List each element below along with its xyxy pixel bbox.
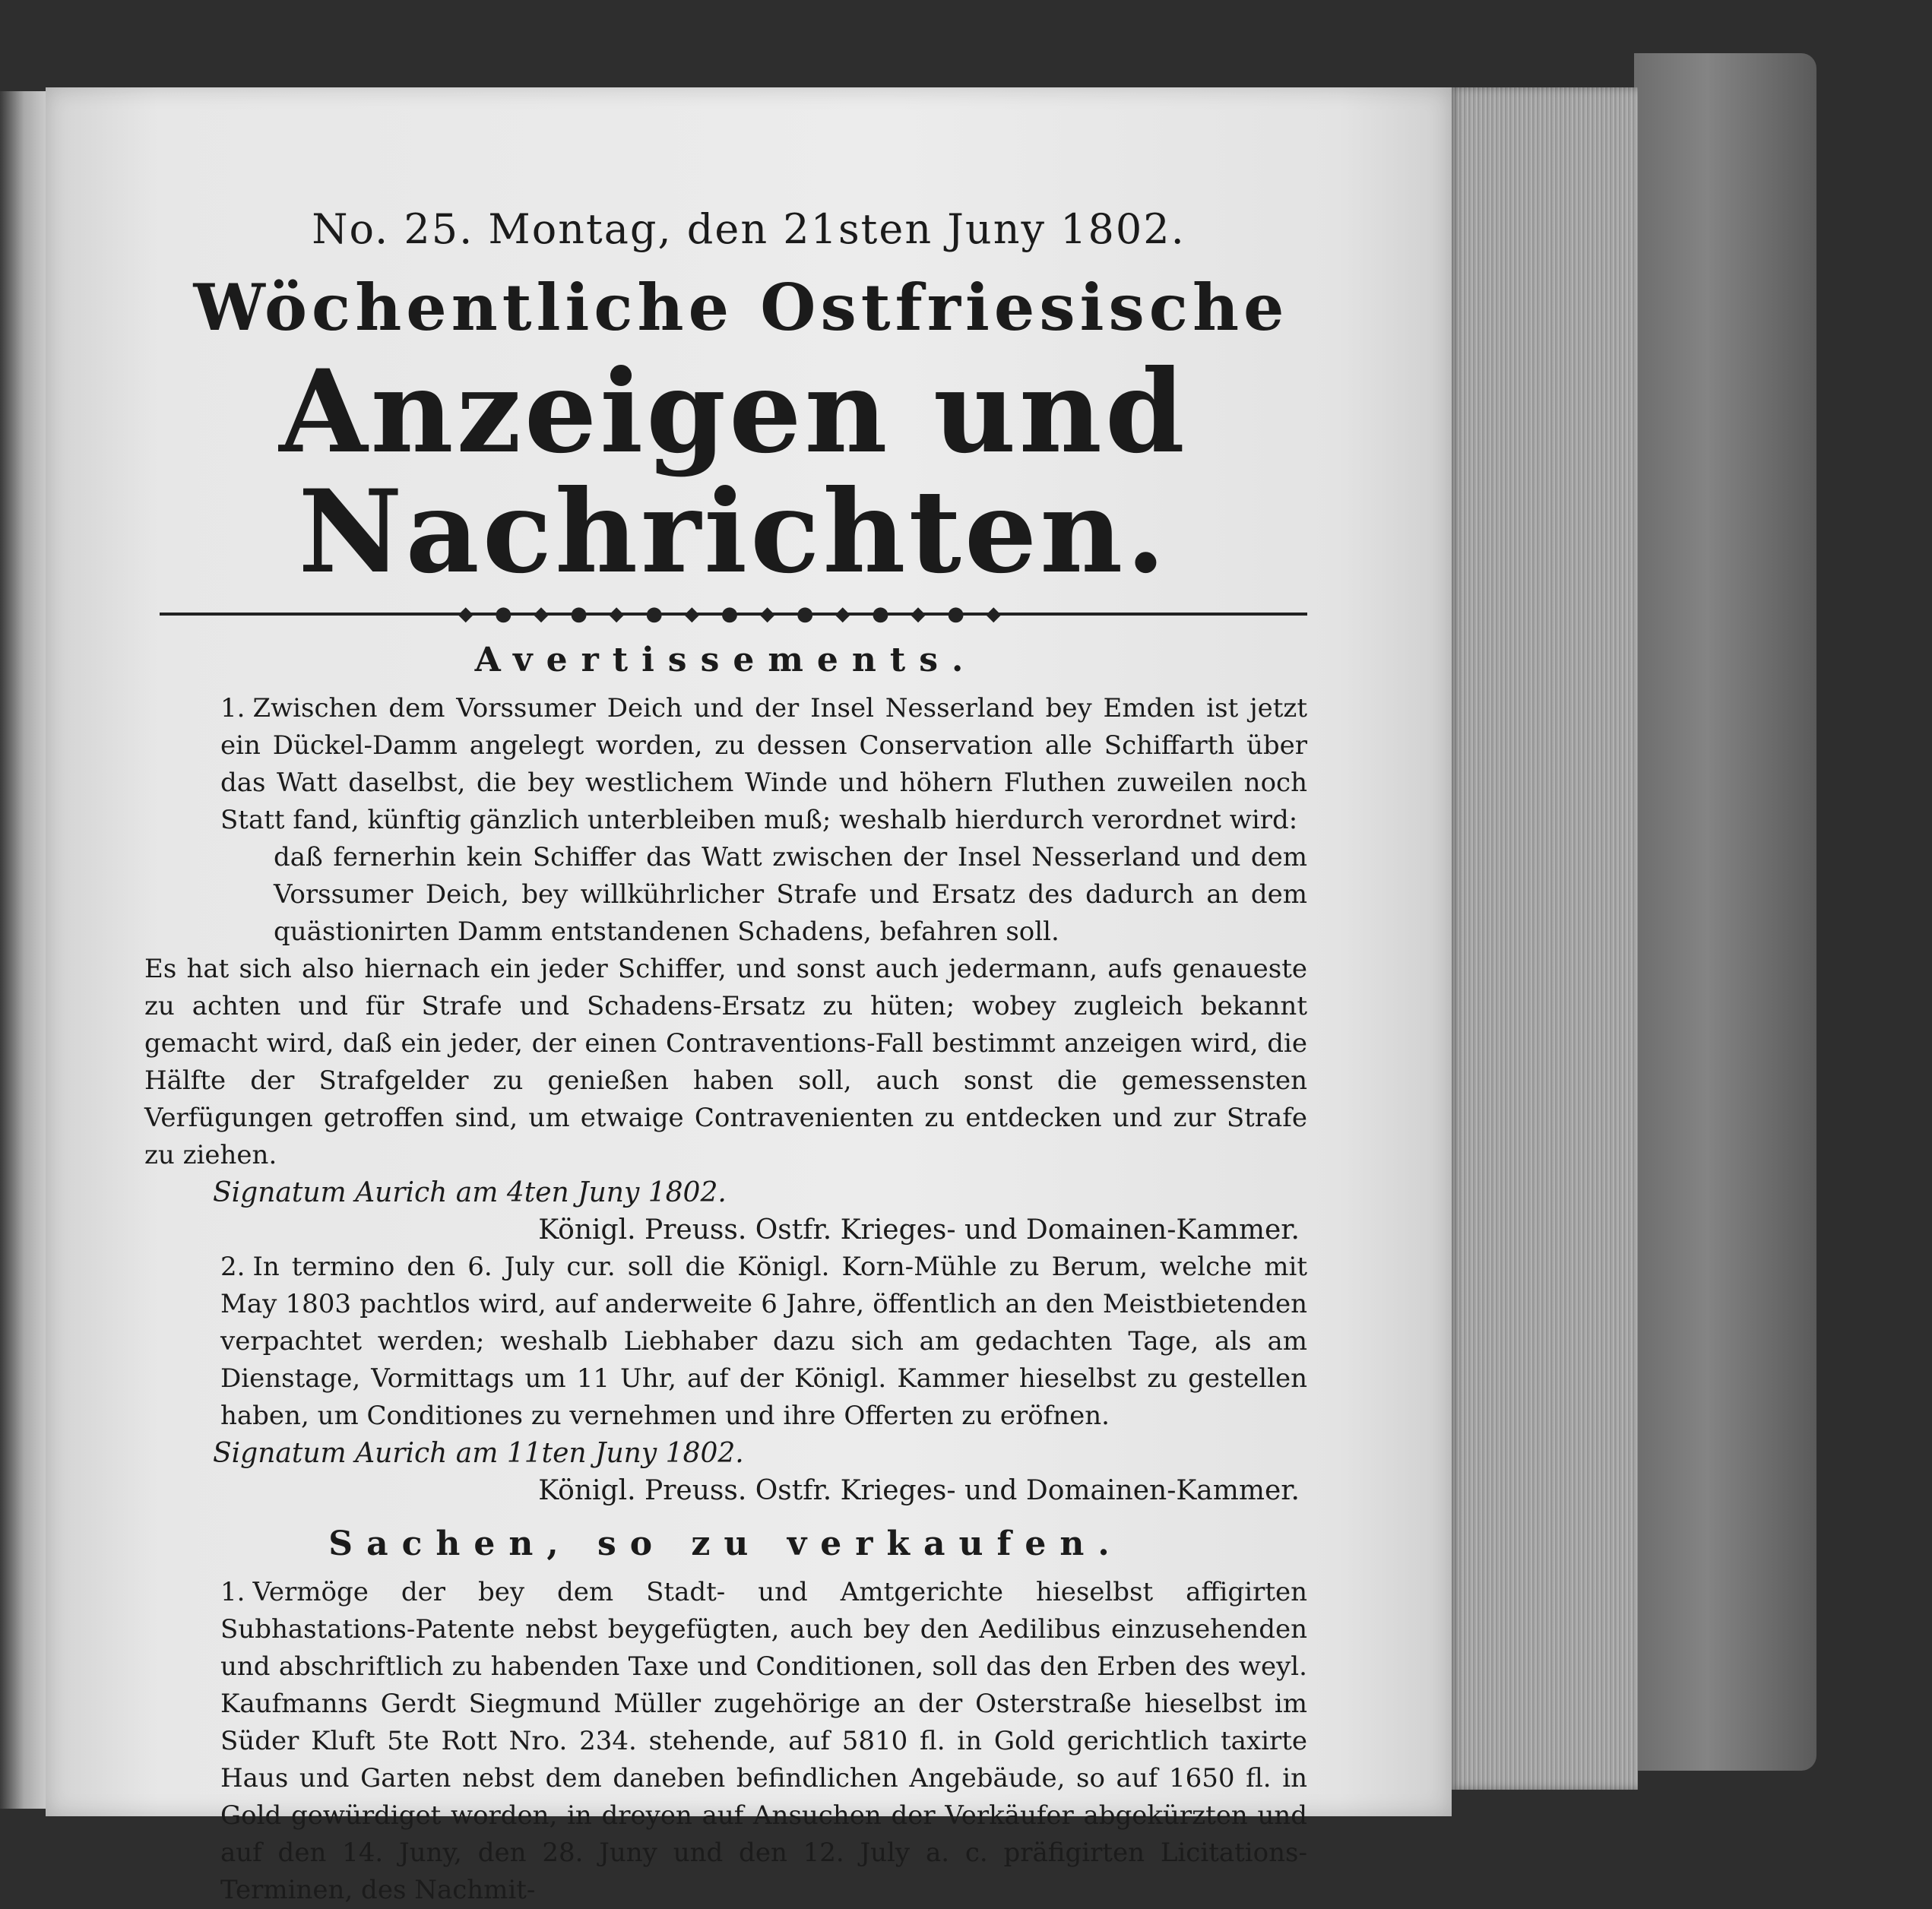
notice-number: 1. xyxy=(220,693,245,723)
notice-body: Zwischen dem Vorssumer Deich und der Insel Nesserland bey Emden ist jetzt ein Dückel-Damm angelegt worden, zu dessen Conservation alle Schiffarth über das Watt daselbst, die bey westlichem Winde und höhern Fluthen zuweilen noch Statt fand, künftig gänzlich unterbleiben muß; weshalb hierdurch verordnet wird: xyxy=(220,693,1307,835)
notice-number: 2. xyxy=(220,1252,245,1282)
masthead-line-2: Anzeigen und Nachrichten. xyxy=(279,345,1188,599)
notice-1-continuation: Es hat sich also hiernach ein jeder Schiffer, und sonst auch jedermann, aufs genaueste zu achten und für Strafe und Schadens-Ersatz zu hüten; wobey zugleich bekannt gemacht wird, daß ein jeder, der einen Contraventions-Fall bestimmt anzeigen wird, die Hälfte der Strafgelder zu genießen haben soll, auch sonst die gemessensten Verfügungen getroffen sind, um etwaige Contravenienten zu entdecken und zur Strafe zu ziehen. xyxy=(144,954,1307,1170)
notice-number: 1. xyxy=(220,1577,245,1607)
sale-notice-1-text xyxy=(144,1574,1307,1909)
notice-2-signature: Signatum Aurich am 11ten Juny 1802. xyxy=(213,1438,744,1469)
notice-body: In termino den 6. July cur. soll die Königl. Korn-Mühle zu Berum, welche mit May 1803 pachtlos wird, auf anderweite 6 Jahre, öffentlich an den Meistbietenden verpachtet werden; weshalb Liebhaber dazu sich am gedachten Tage, als am Dienstage, Vormittags um 11 Uhr, auf der Königl. Kammer hieselbst zu gestellen haben, um Conditiones zu vernehmen und ihre Offerten zu eröfnen. xyxy=(220,1252,1307,1431)
page-content xyxy=(144,205,1307,1909)
ornamental-rule xyxy=(160,603,1307,625)
notice-1-authority: Königl. Preuss. Ostfr. Krieges- und Domainen-Kammer. xyxy=(538,1214,1300,1246)
rule-ornament-icon: ◆ ● ◆ ● ◆ ● ◆ ● ◆ ● ◆ ● ◆ ● ◆ xyxy=(458,603,1009,625)
masthead-line-1: Wöchentliche Ostfriesische xyxy=(193,270,1289,345)
notice-1-signature: Signatum Aurich am 4ten Juny 1802. xyxy=(213,1177,727,1208)
notice-body: Vermöge der bey dem Stadt- und Amtgerichte hieselbst affigirten Subhastations-Patente nebst beygefügten, auch bey den Aedilibus einzusehenden und abschriftlich zu habenden Taxe und Conditionen, soll das den Erben des weyl. Kaufmanns Gerdt Siegmund Müller zugehörige an der Osterstraße hieselbst im Süder Kluft 5te Rott Nro. 234. stehende, auf 5810 fl. in Gold gerichtlich taxirte Haus und Garten nebst dem daneben befindlichen Angebäude, so auf 1650 fl. in Gold gewürdiget worden, in dreyen auf Ansuchen der Verkäufer abgekürzten und auf den 14. Juny, den 28. Juny und den 12. July a. c. präfigirten Licitations-Terminen, des Nachmit- xyxy=(220,1577,1307,1905)
notice-1-text xyxy=(144,690,1307,839)
notice-2-authority: Königl. Preuss. Ostfr. Krieges- und Domainen-Kammer. xyxy=(538,1475,1300,1506)
section-heading-avertissements: Avertissements. xyxy=(474,641,977,679)
notice-2-text xyxy=(144,1249,1307,1435)
section-heading-sachen: Sachen, so zu verkaufen. xyxy=(328,1524,1123,1563)
issue-line: No. 25. Montag, den 21sten Juny 1802. xyxy=(312,205,1186,253)
book-cover xyxy=(1634,53,1816,1771)
page-block-edge xyxy=(1448,87,1638,1790)
notice-1-quoted: daß fernerhin kein Schiffer das Watt zwischen der Insel Nesserland und dem Vorssumer Deich, bey willkührlicher Strafe und Ersatz des dadurch an dem quästionirten Damm entstandenen Schadens, befahren soll. xyxy=(274,842,1307,947)
